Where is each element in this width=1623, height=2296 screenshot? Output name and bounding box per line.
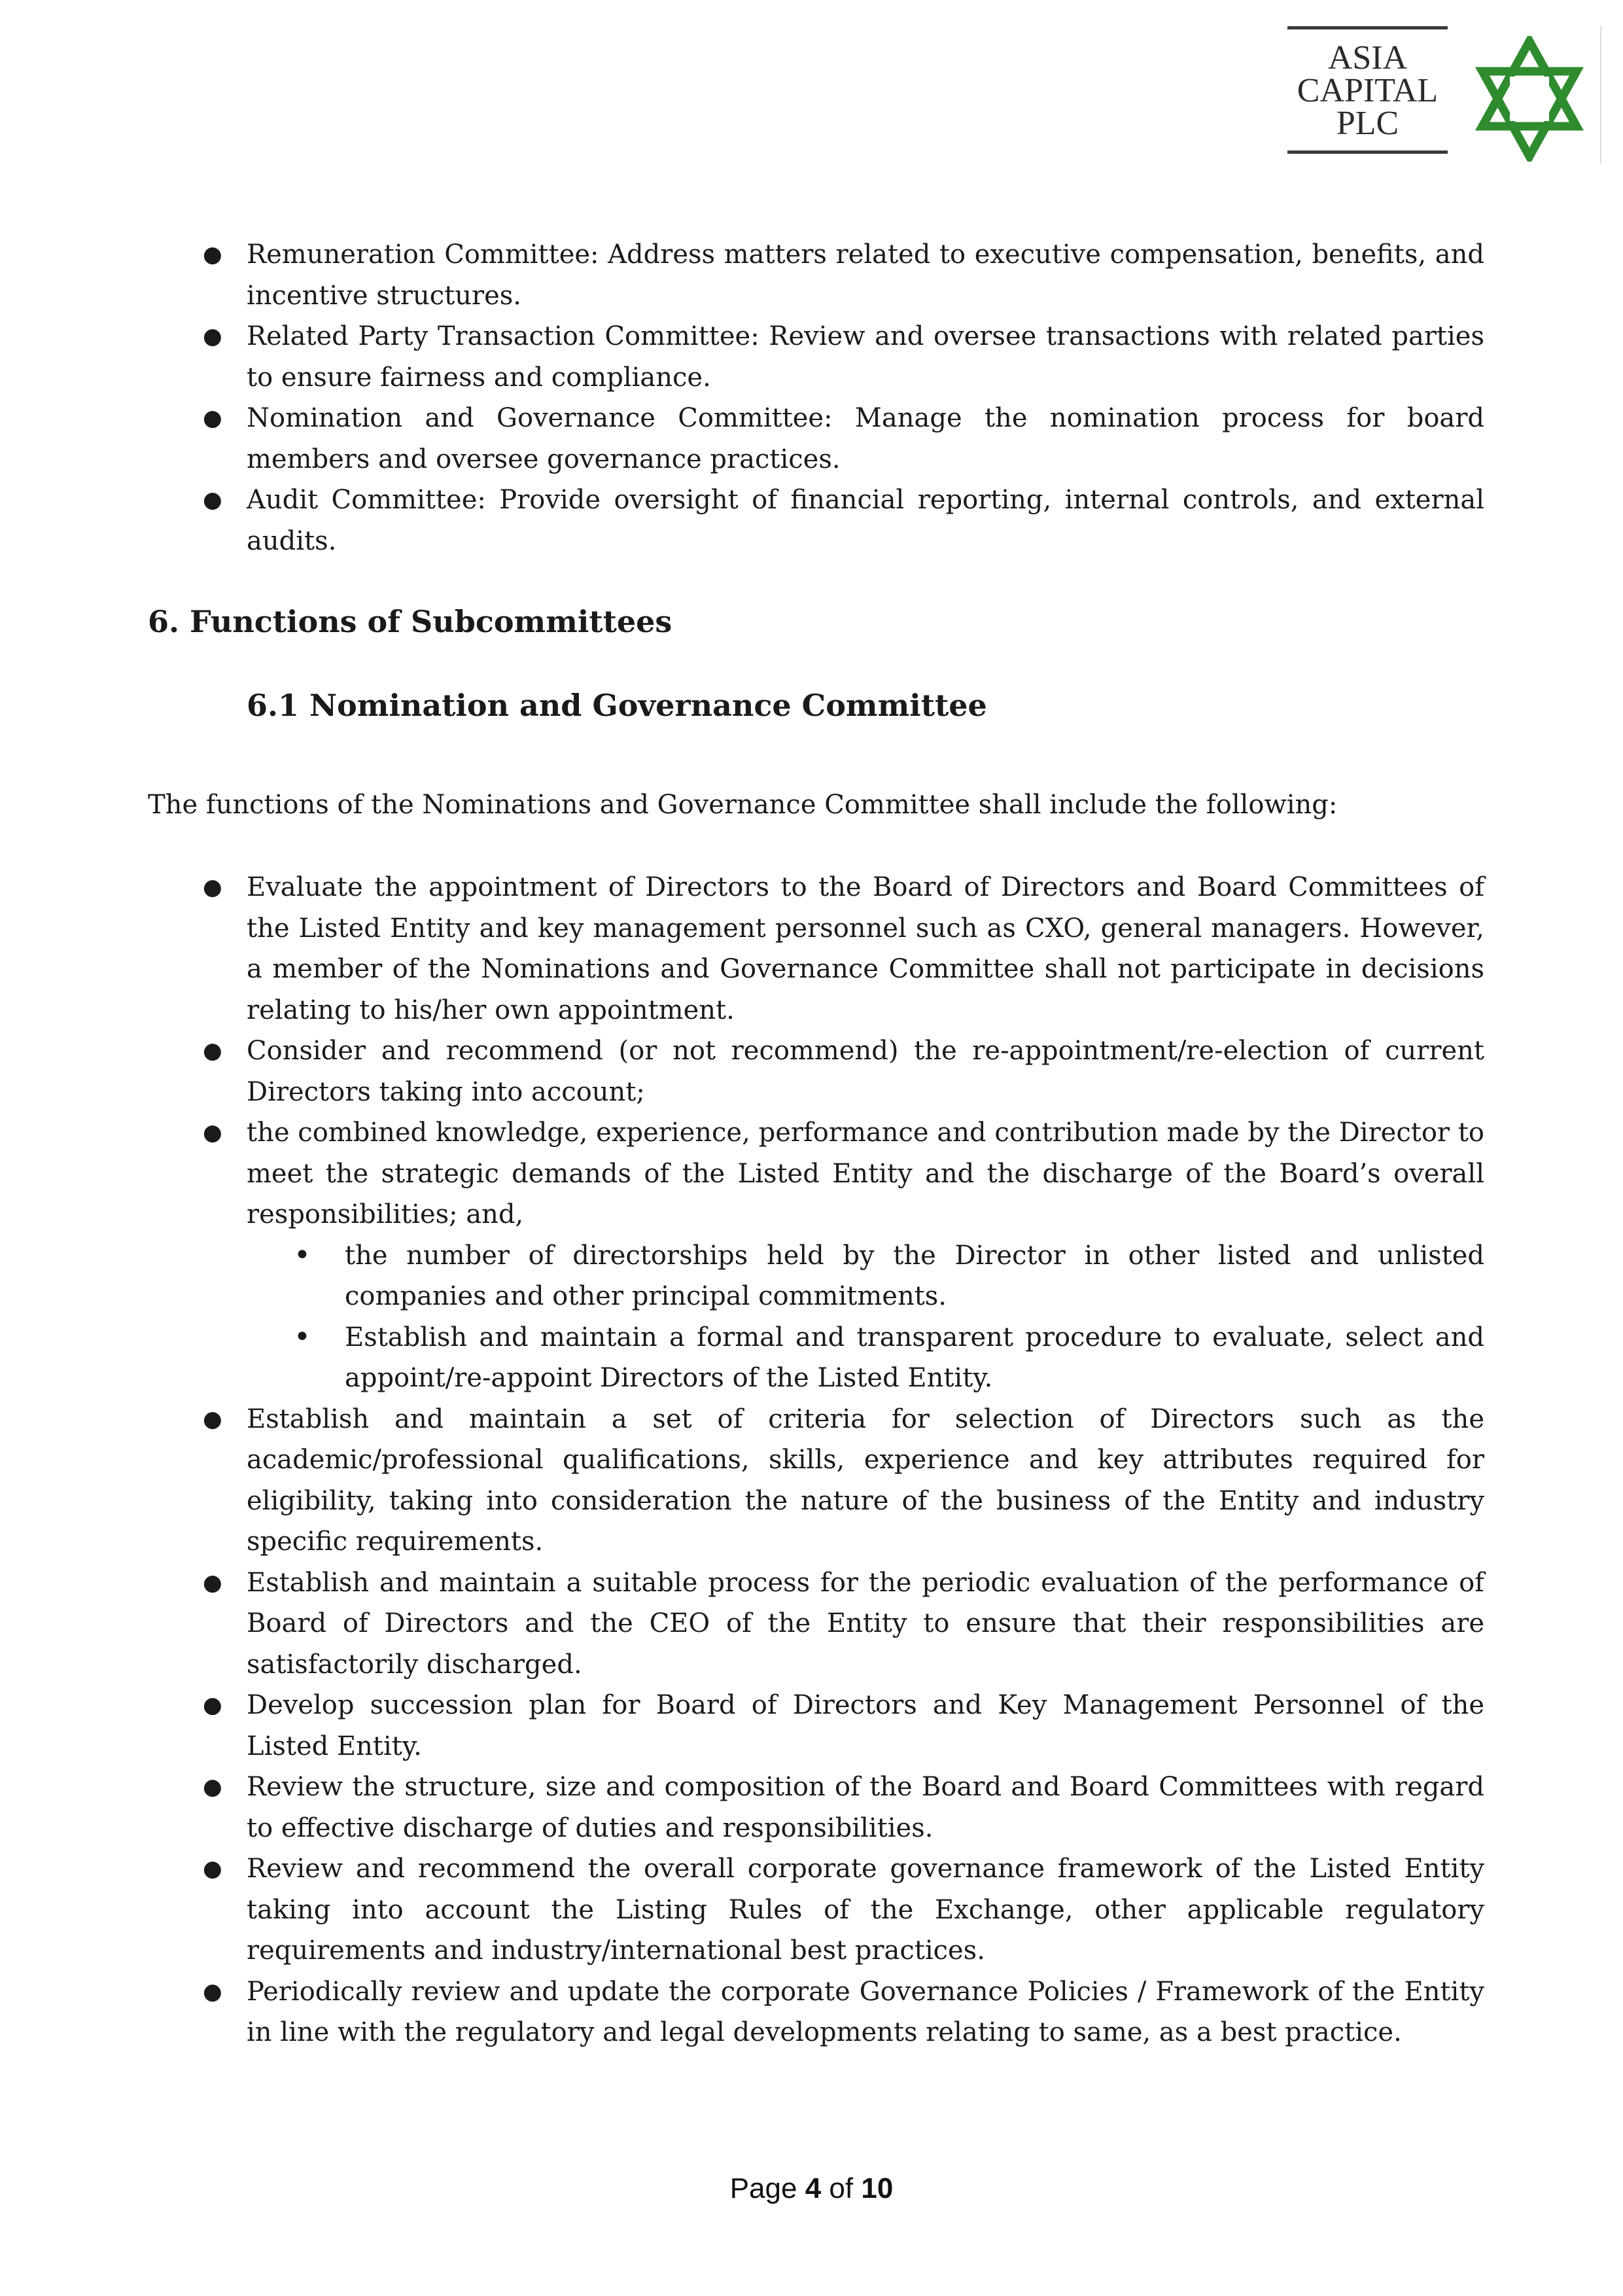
bullet-icon: ● [203,405,222,431]
list-item-text: Develop succession plan for Board of Directors and Key Management Personnel of the Listed Entity. [247,1690,1484,1761]
functions-list [0,867,1623,2053]
list-item-text: Audit Committee: Provide oversight of financial reporting, internal controls, and external audits. [247,485,1484,556]
list-item [0,1112,1484,1399]
bullet-icon: ● [203,1405,222,1432]
bullet-icon: ● [203,874,222,900]
bullet-icon: ● [203,487,222,513]
bullet-icon: ● [203,323,222,349]
list-item [0,1399,1484,1563]
list-item [0,316,1484,398]
list-item-text: Review the structure, size and composition of the Board and Board Committees with regard to effective discharge of duties and responsibilities. [247,1772,1484,1843]
logo-line-1: ASIA [1327,39,1408,77]
list-item-text: Related Party Transaction Committee: Review and oversee transactions with related parties to ensure fairness and compliance. [247,321,1484,393]
bullet-icon: ● [203,1569,222,1596]
section-heading: 6. Functions of Subcommittees [148,604,672,639]
list-item [0,234,1484,316]
bullet-icon: ● [203,241,222,268]
sub-list [247,1235,1484,1399]
bullet-icon: ● [203,1978,222,2005]
page-of-label: of [829,2172,854,2204]
list-item [0,1685,1484,1767]
subsection-heading: 6.1 Nomination and Governance Committee [247,688,987,723]
logo-rule-bottom [1287,150,1448,154]
bullet-icon: ● [203,1856,222,1882]
sub-bullet-icon: • [294,1320,311,1354]
bullet-icon: ● [203,1120,222,1146]
list-item-text: Establish and maintain a set of criteria for selection of Directors such as the academic/professional qualifications, skills, experience and key attributes required for eligibility, taking into consideration the nature of the business of the Entity and industry specific requirements. [247,1404,1484,1557]
list-item-text: Establish and maintain a suitable process for the periodic evaluation of the performance of Board of Directors and the CEO of the Entity to ensure that their responsibilities are satisfactorily discharged. [247,1567,1484,1680]
page-edge-line [1600,26,1601,164]
list-item [0,867,1484,1031]
page-label: Page [729,2172,797,2204]
list-item-text: Periodically review and update the corporate Governance Policies / Framework of the Entity in line with the regulatory and legal developments relating to same, as a best practice. [247,1976,1484,2047]
logo-rule-top [1287,26,1448,29]
sub-list-item [247,1235,1484,1317]
list-item [0,480,1484,561]
sub-list-item-text: the number of directorships held by the Director in other listed and unlisted companies and other principal commitments. [345,1240,1484,1311]
list-item [0,1971,1484,2053]
list-item [0,1031,1484,1112]
logo-line-3: PLC [1336,105,1399,142]
list-item-text: Evaluate the appointment of Directors to the Board of Directors and Board Committees of the Listed Entity and key management personnel such as CXO, general managers. However, a member of the Nominations and Governance Committee shall not participate in decisions relating to his/her own appointment. [247,872,1484,1025]
committee-list [0,234,1623,561]
list-item [0,1767,1484,1848]
logo-line-2: CAPITAL [1297,72,1439,109]
logo-text [1287,39,1448,142]
page-footer [0,2172,1623,2205]
list-item [0,398,1484,480]
star-icon [1472,36,1587,162]
list-item-text: Review and recommend the overall corporate governance framework of the Listed Entity taking into account the Listing Rules of the Exchange, other applicable regulatory requirements and industry/international best practices. [247,1854,1484,1966]
list-item-text: Remuneration Committee: Address matters related to executive compensation, benefits, and incentive structures. [247,239,1484,311]
bullet-icon: ● [203,1774,222,1800]
list-item-text: Nomination and Governance Committee: Manage the nomination process for board members and oversee governance practices. [247,403,1484,474]
company-logo [1287,26,1608,164]
list-item-text: Consider and recommend (or not recommend) the re-appointment/re-election of current Directors taking into account; [247,1036,1484,1107]
sub-list-item-text: Establish and maintain a formal and transparent procedure to evaluate, select and appoint/re-appoint Directors of the Listed Entity. [345,1322,1484,1393]
list-item [0,1563,1484,1686]
current-page-number: 4 [805,2172,822,2204]
bullet-icon: ● [203,1038,222,1064]
total-page-number: 10 [861,2172,894,2204]
bullet-icon: ● [203,1692,222,1718]
list-item-text: the combined knowledge, experience, performance and contribution made by the Director to meet the strategic demands of the Listed Entity and the discharge of the Board’s overall responsibilities; and, [247,1118,1484,1229]
sub-list-item [247,1317,1484,1399]
list-item [0,1848,1484,1971]
sub-bullet-icon: • [294,1238,311,1272]
intro-paragraph: The functions of the Nominations and Governance Committee shall include the following: [148,790,1338,820]
